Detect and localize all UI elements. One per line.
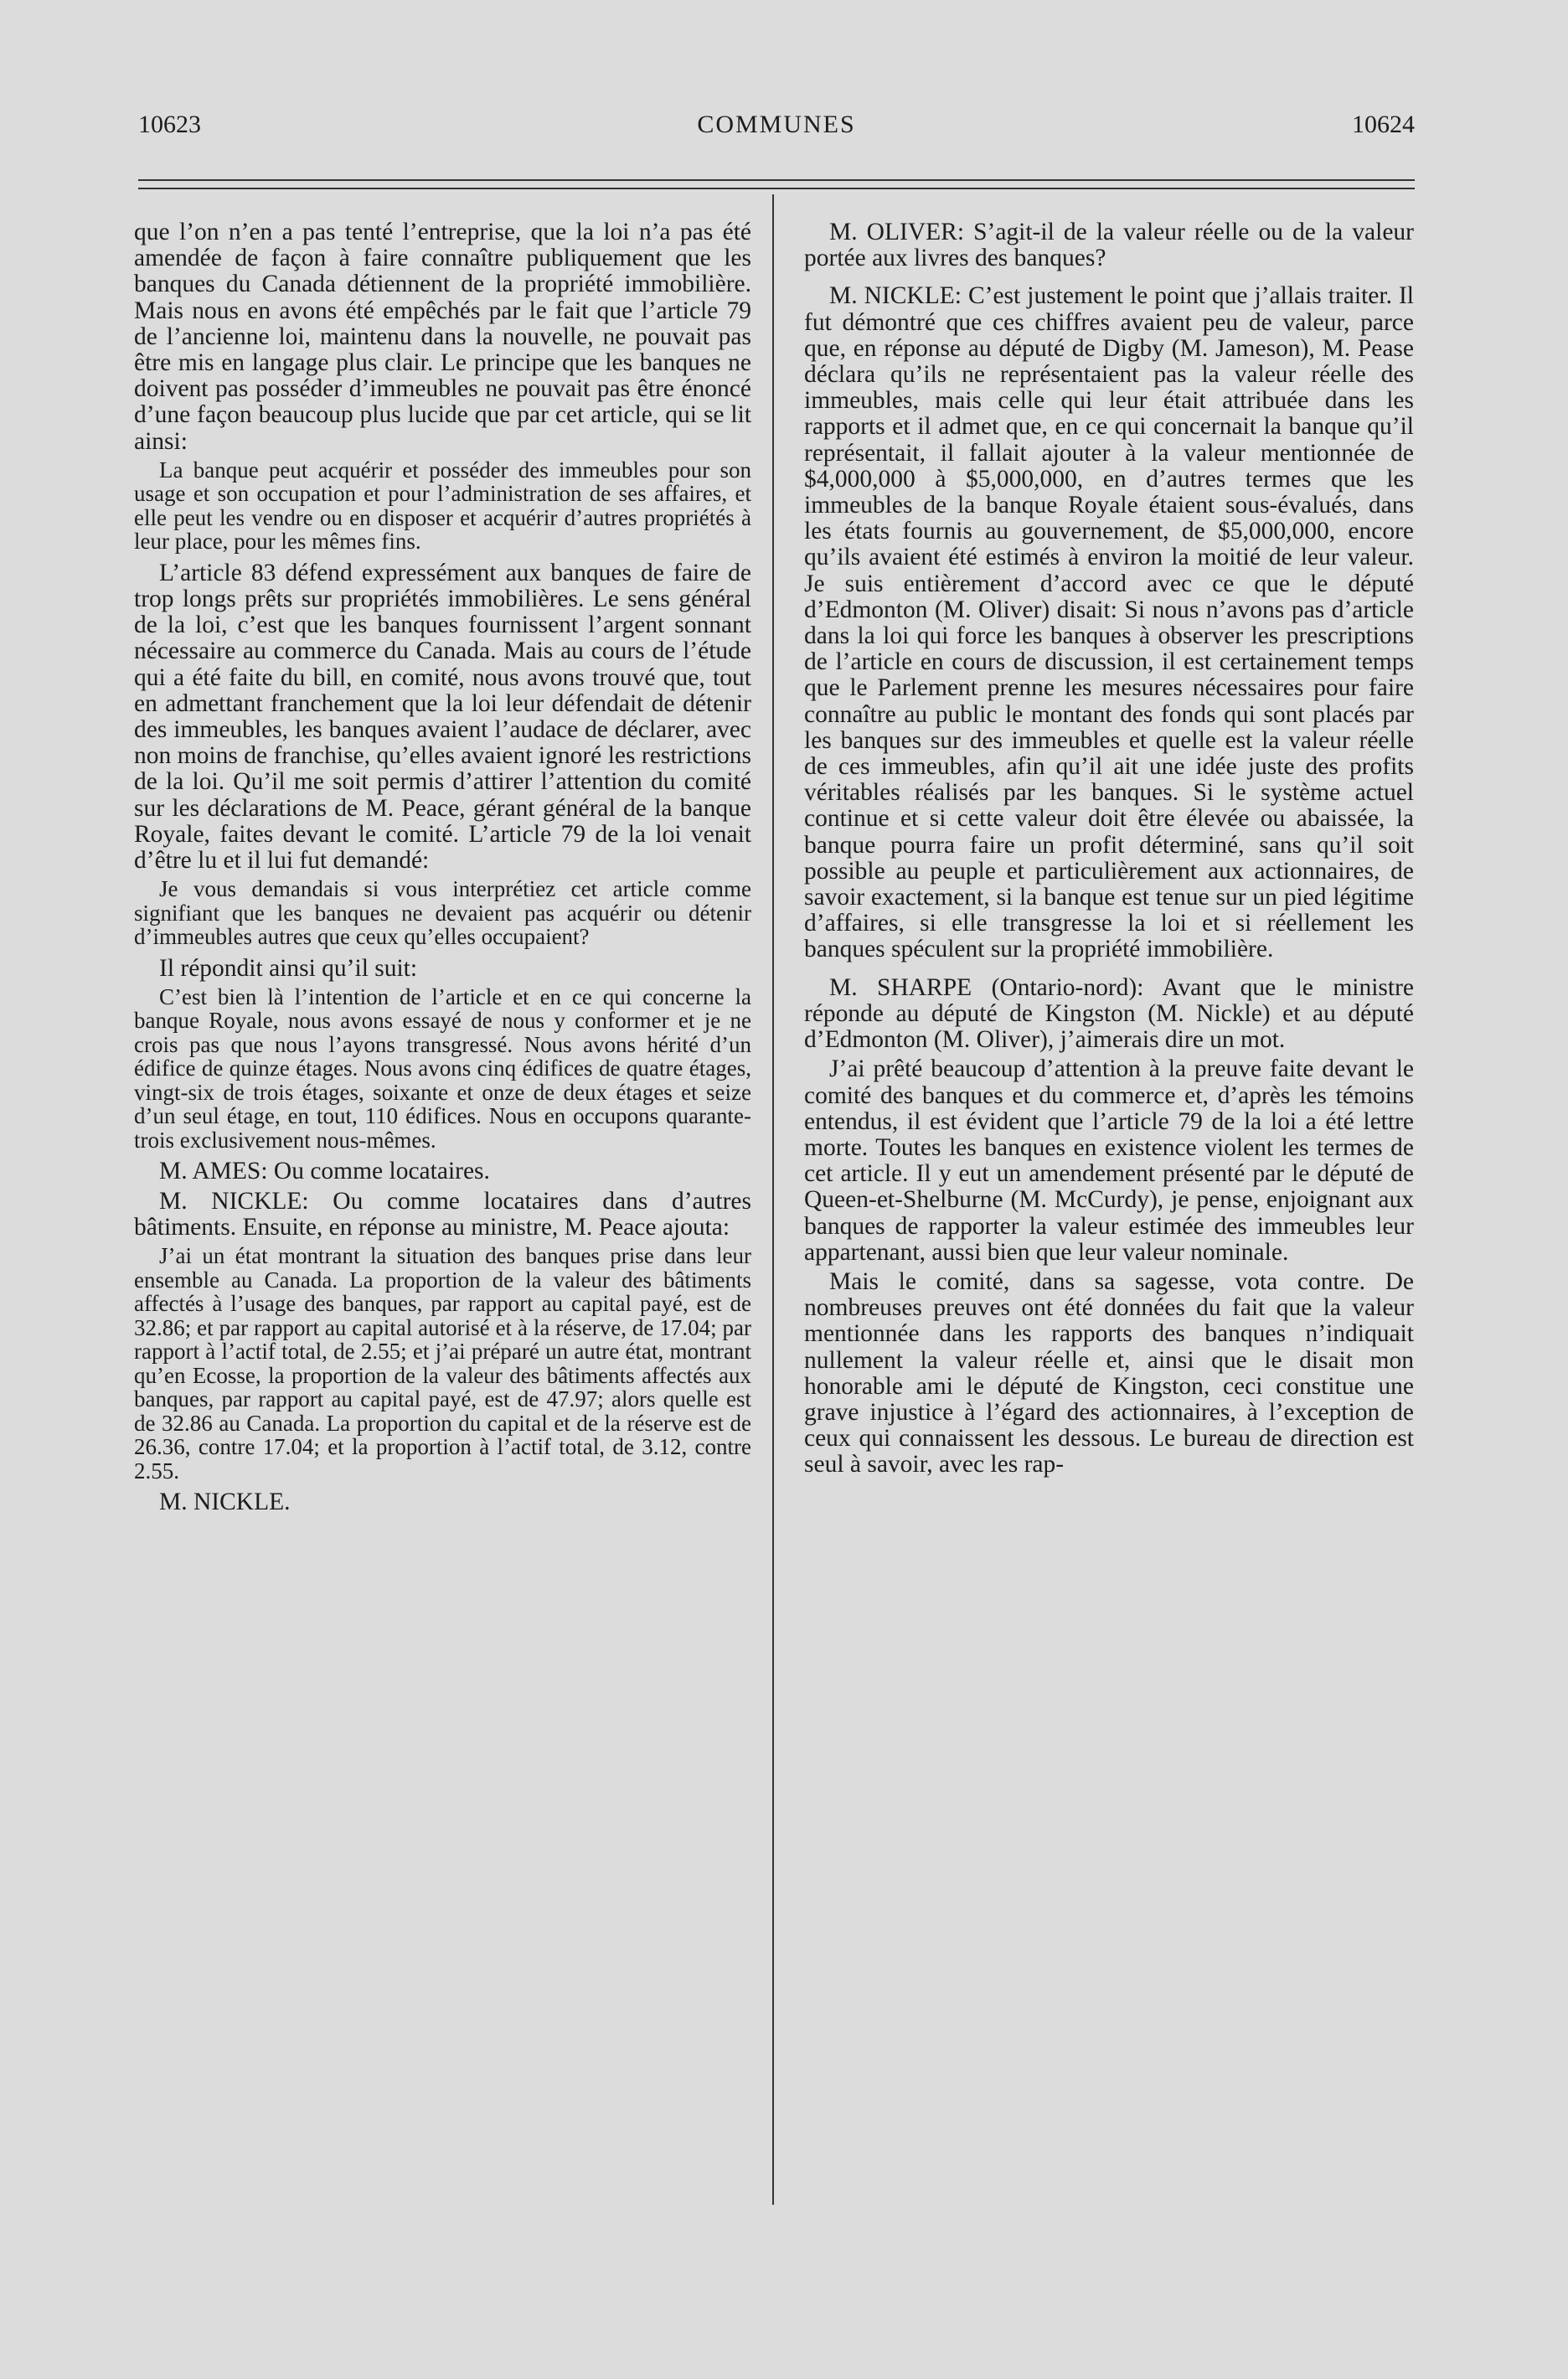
left-column (134, 219, 751, 1519)
header-rule-top (138, 179, 1415, 181)
paragraph: L’article 83 défend expressément aux banques de faire de trop longs prêts sur propriétés immobilières. Le sens général de la loi, c’est que les banques fournissent l’argent sonnant nécessaire au commerce du Canada. Mais au cours de l’étude qui a été faite du bill, en comité, nous avons trouvé que, tout en admettant franchement que la loi leur défendait de détenir des immeubles, les banques avaient l’audace de déclarer, avec non moins de franchise, qu’elles avaient ignoré les restrictions de la loi. Qu’il me soit permis d’attirer l’attention du comité sur les déclarations de M. Peace, gérant général de la banque Royale, faites devant le comité. L’article 79 de la loi venait d’être lu et il lui fut demandé: (134, 559, 751, 875)
paragraph: M. NICKLE: Ou comme locataires dans d’autres bâtiments. Ensuite, en réponse au ministre, M. Peace ajouta: (134, 1187, 751, 1241)
page-header (138, 111, 1415, 152)
paragraph: Il répondit ainsi qu’il suit: (159, 954, 418, 982)
column-divider (772, 194, 774, 2205)
right-column (804, 219, 1414, 1482)
quoted-text: J’ai un état montrant la situation des banques prise dans leur ensemble au Canada. La proportion de la valeur des bâtiments affectés à l’usage des banques, par rapport au capital payé, est de 32.86; et par rapport au capital autorisé et à la réserve, de 17.04; par rapport à l’actif total, de 2.55; et j’ai préparé un autre état, montrant qu’en Ecosse, la proportion de la valeur des bâtiments affectés aux banques, par rapport au capital payé, est de 47.97; alors quelle est de 32.86 au Canada. La proportion du capital et de la réserve est de 26.36, contre 17.04; et la proportion à l’actif total, de 3.12, contre 2.55. (134, 1243, 751, 1484)
paragraph: J’ai prêté beaucoup d’attention à la preuve faite devant le comité des banques et du commerce et, d’après les témoins entendus, il est évident que l’article 79 de la loi a été lettre morte. Toutes les banques en existence violent les termes de cet article. Il y eut un amendement présenté par le député de Queen-et-Shelburne (M. McCurdy), je pense, enjoignant aux banques de rapporter la valeur estimée des immeubles leur appartenant, aussi bien que leur valeur nominale. (804, 1055, 1414, 1266)
header-rule-bottom (138, 188, 1415, 189)
paragraph: que l’on n’en a pas tenté l’entreprise, que la loi n’a pas été amendée de façon à faire connaître publiquement que les banques du Canada détiennent de la propriété immobilière. Mais nous en avons été empêchés par le fait que l’article 79 de l’ancienne loi, maintenu dans la nouvelle, ne pouvait pas être mis en langage plus clair. Le principe que les banques ne doivent pas posséder d’immeubles ne pouvait pas être énoncé d’une façon beaucoup plus lucide que par cet article, qui se lit ainsi: (134, 219, 751, 455)
paragraph: M. AMES: Ou comme locataires. (159, 1158, 490, 1185)
quoted-text: La banque peut acquérir et posséder des immeubles pour son usage et son occupation et pour l’administration de ses affaires, et elle peut les vendre ou en disposer et acquérir d’autres propriétés à leur place, pour les mêmes fins. (134, 457, 751, 555)
paragraph: M. NICKLE. (159, 1489, 291, 1516)
page-title: COMMUNES (697, 111, 856, 138)
paragraph: M. NICKLE: C’est justement le point que j’allais traiter. Il fut démontré que ces chiffres avaient peu de valeur, parce que, en réponse au député de Digby (M. Jameson), M. Pease déclara qu’ils ne représentaient pas la valeur réelle des immeubles, mais celle qui leur était attribuée dans les rapports et il admet que, en ce qui concernait la banque qu’il représentait, il fallait ajouter à la valeur mentionnée de $4,000,000 à $5,000,000, en d’autres termes que les immeubles de la banque Royale étaient sous-évalués, dans les états fournis au gouvernement, de $5,000,000, encore qu’ils avaient été estimés à environ la moitié de leur valeur. Je suis entièrement d’accord avec ce que le député d’Edmonton (M. Oliver) disait: Si nous n’avons pas d’article dans la loi qui force les banques à observer les prescriptions de l’article en cours de discussion, il est certainement temps que le Parlement prenne les mesures nécessaires pour faire connaître au public le montant des fonds qui sont placés par les banques sur des immeubles et quelle est la valeur réelle de ces immeubles, afin qu’il ait une idée juste des profits véritables réalisés par les banques. Si le système actuel continue et si cette valeur doit être élevée ou abaissée, la banque pourra faire un profit déterminé, sans qu’il soit possible au peuple et particulièrement aux actionnaires, de savoir exactement, si la banque est tenue sur un pied légitime d’affaires, si elle transgresse la loi et si réellement les banques spéculent sur la propriété immobilière. (804, 282, 1414, 963)
paragraph: Mais le comité, dans sa sagesse, vota contre. De nombreuses preuves ont été données du fait que la valeur mentionnée dans les rapports des banques n’indiquait nullement la valeur réelle et, ainsi que le disait mon honorable ami le député de Kingston, ceci constitue une grave injustice à l’égard des actionnaires, à l’exception de ceux qui connaissent les dessous. Le bureau de direction est seul à savoir, avec les rap- (804, 1267, 1414, 1478)
quoted-text: Je vous demandais si vous interprétiez cet article comme signifiant que les banques ne devaient pas acquérir ou détenir d’immeubles autres que ceux qu’elles occupaient? (134, 876, 751, 950)
quoted-text: C’est bien là l’intention de l’article et en ce qui concerne la banque Royale, nous avons essayé de nous y conformer et je ne crois pas que nous l’ayons transgressé. Nous avons hérité d’un édifice de quinze étages. Nous avons cinq édifices de quatre étages, vingt-six de trois étages, soixante et onze de deux étages et seize d’un seul étage, en tout, 110 édifices. Nous en occupons quarante-trois exclusivement nous-mêmes. (134, 983, 751, 1153)
page-number-right: 10624 (1352, 111, 1415, 138)
paragraph: M. OLIVER: S’agit-il de la valeur réelle ou de la valeur portée aux livres des banques? (804, 219, 1414, 272)
page-number-left: 10623 (138, 111, 201, 138)
paragraph: M. SHARPE (Ontario-nord): Avant que le ministre réponde au député de Kingston (M. Nickle) et au député d’Edmonton (M. Oliver), j’aimerais dire un mot. (804, 973, 1414, 1054)
